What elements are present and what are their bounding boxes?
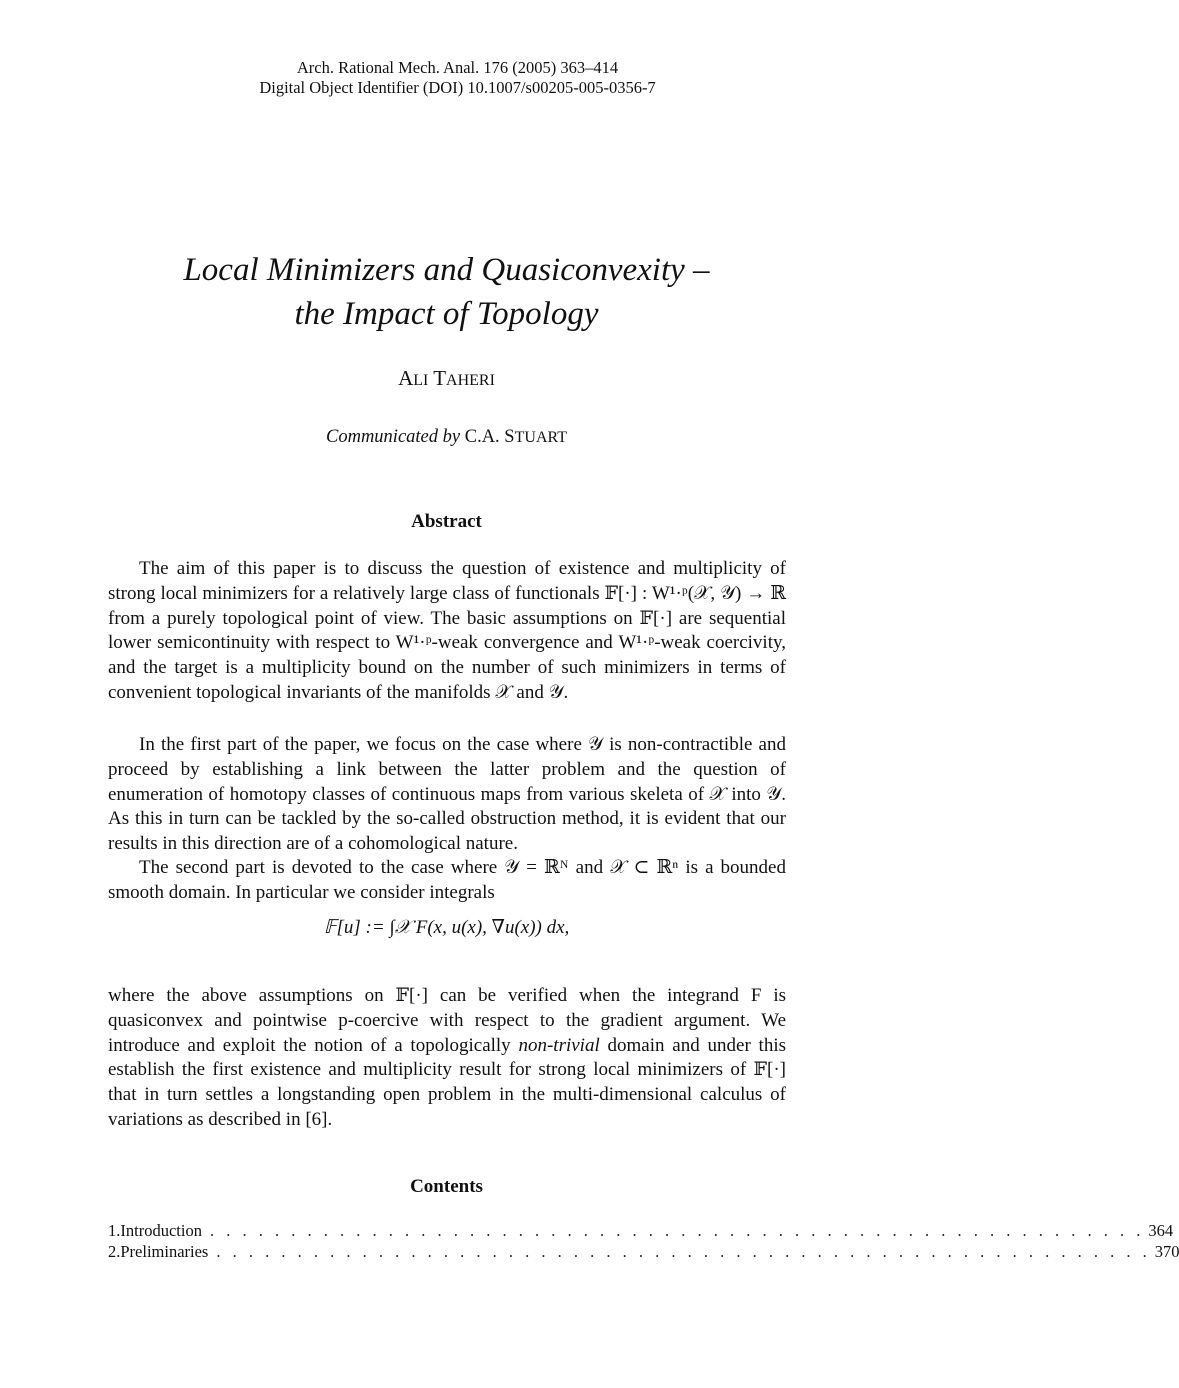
toc-entry-preliminaries[interactable]: 2. Preliminaries . . . . . . . . . . . . . . . . . . . . . . . . . . . . . . . . . . . . . . . . . . . . . . . . . . . . . . . . . . 370 [108,1242,1179,1261]
integral-equation: 𝔽[u] := ∫𝒳 F(x, u(x), ∇u(x)) dx, [323,917,570,938]
abstract-paragraph-1: The aim of this paper is to discuss the question of existence and multiplicity of strong local minimizers for a relatively large class of functionals 𝔽[·] : W¹·ᵖ(𝒳, 𝒴) → ℝ from a purely topological point of view. The basic assumptions on 𝔽[·] are sequential lower semicontinuity with respect to W¹·ᵖ-weak convergence and W¹·ᵖ-weak coercivity, and the target is a multiplicity bound on the number of such minimizers in terms of convenient topological invariants of the manifolds 𝒳 and 𝒴. [108,558,786,703]
abstract-paragraph-2: In the first part of the paper, we focus on the case where 𝒴 is non-contractible and proceed by establishing a link between the latter problem and the question of enumeration of homotopy classes of continuous maps from various skeleta of 𝒳 into 𝒴. As this in turn can be tackled by the so-called obstruction method, it is evident that our results in this direction are of a cohomological nature. [108,734,786,855]
paper-title [0,248,893,336]
communicated-by: Communicated by C.A. STUART [326,427,567,447]
title-line-1: Local Minimizers and Quasiconvexity – [183,252,710,288]
abstract-paragraph-4: where the above assumptions on 𝔽[·] can be verified when the integrand F is quasiconvex and pointwise p-coercive with respect to the gradient argument. We introduce and exploit the notion of a topologically non-trivial domain and under this establish the first existence and multiplicity result for strong local minimizers of 𝔽[·] that in turn settles a longstanding open problem in the multi-dimensional calculus of variations as described in [6]. [108,985,786,1130]
journal-header [0,58,915,98]
toc-leader-dots: . . . . . . . . . . . . . . . . . . . . . . . . . . . . . . . . . . . . . . . . . . . . . . . . . . . . . . . . . . [209,1221,1145,1240]
abstract-heading: Abstract [411,511,482,532]
author-name: ALI TAHERI [398,366,495,390]
toc-entry-introduction[interactable]: 1. Introduction . . . . . . . . . . . . . . . . . . . . . . . . . . . . . . . . . . . . . . . . . . . . . . . . . . . . . . . . . . 364 [108,1221,1174,1240]
abstract-paragraph-3: The second part is devoted to the case where 𝒴 = ℝᴺ and 𝒳 ⊂ ℝⁿ is a bounded smooth domain. In particular we consider integrals [108,857,786,903]
journal-citation: Arch. Rational Mech. Anal. 176 (2005) 363–414 [296,58,619,77]
table-of-contents [108,1220,1179,1262]
contents-heading: Contents [410,1176,483,1197]
title-line-2: the Impact of Topology [294,296,599,332]
toc-leader-dots: . . . . . . . . . . . . . . . . . . . . . . . . . . . . . . . . . . . . . . . . . . . . . . . . . . . . . . . . . . [216,1242,1151,1261]
doi-line: Digital Object Identifier (DOI) 10.1007/s00205-005-0356-7 [259,78,656,97]
